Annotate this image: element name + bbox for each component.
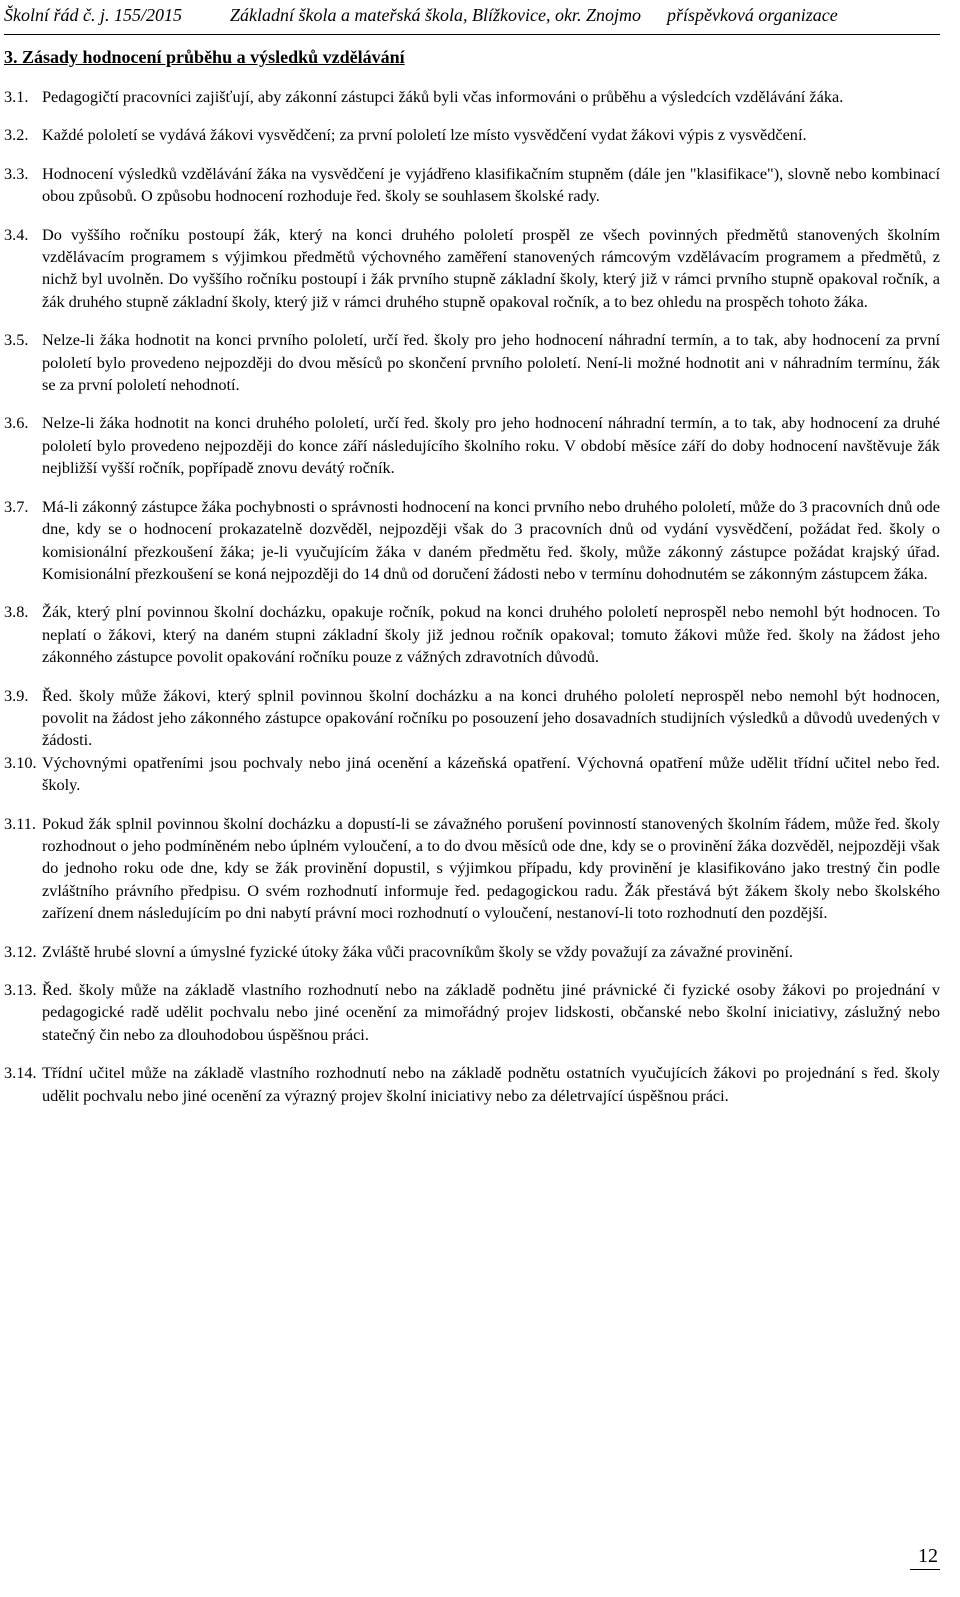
footer-divider bbox=[910, 1569, 940, 1570]
paragraph-3-4 bbox=[4, 224, 940, 314]
paragraph-number: 3.12. bbox=[4, 941, 37, 961]
paragraph-text: Každé pololetí se vydává žákovi vysvědčení; za první pololetí lze místo vysvědčení vydat žákovi výpis z vysvědčení. bbox=[42, 125, 807, 145]
paragraph-number: 3.6. bbox=[4, 413, 29, 433]
paragraph-number: 3.2. bbox=[4, 125, 29, 145]
paragraph-3-9 bbox=[4, 685, 940, 752]
paragraph-3-13 bbox=[4, 979, 940, 1046]
paragraph-3-14 bbox=[4, 1062, 940, 1107]
section-body bbox=[4, 86, 940, 1123]
paragraph-text: Výchovnými opatřeními jsou pochvaly nebo jiná ocenění a kázeňská opatření. Výchovná opatření může udělit třídní učitel nebo řed. školy. bbox=[42, 752, 940, 795]
paragraph-text: Pedagogičtí pracovníci zajišťují, aby zákonní zástupci žáků byli včas informováni o průběhu a výsledcích vzdělávání žáka. bbox=[42, 87, 844, 106]
paragraph-number: 3.11. bbox=[4, 813, 36, 833]
paragraph-text: Pokud žák splnil povinnou školní docházku a dopustí-li se závažného porušení povinností stanovených školním řádem, může řed. školy rozhodnout o jeho podmíněném nebo úplném vyloučení, a to do dvou měsíců ode dne, kdy se o provinění žáka dozvěděl, nejpozději však do jednoho roku ode dne, kdy se žák provinění dopustil, s výjimkou případu, kdy provinění je klasifikováno jako trestný čin podle zvláštního právního předpisu. O svém rozhodnutí informuje řed. pedagogickou radu. Žák přestává být žákem školy nebo školského zařízení dnem následujícím po dni nabytí právní moci rozhodnutí o vyloučení, nestanoví-li toto rozhodnutí den pozdější. bbox=[42, 813, 940, 923]
paragraph-number: 3.3. bbox=[4, 163, 29, 183]
paragraph-number: 3.9. bbox=[4, 685, 29, 705]
paragraph-3-7 bbox=[4, 496, 940, 586]
paragraph-text: Zvláště hrubé slovní a úmyslné fyzické útoky žáka vůči pracovníkům školy se vždy považují za závažné provinění. bbox=[42, 941, 793, 961]
paragraph-3-8 bbox=[4, 601, 940, 668]
paragraph-text: Nelze-li žáka hodnotit na konci druhého pololetí, určí řed. školy pro jeho hodnocení náhradní termín, a to tak, aby hodnocení za druhé pololetí bylo provedeno nejpozději do konce září následujícího školního roku. V období měsíce září do doby hodnocení navštěvuje žák nejbližší vyšší ročník, popřípadě znovu devátý ročník. bbox=[42, 413, 940, 478]
paragraph-text: Nelze-li žáka hodnotit na konci prvního pololetí, určí řed. školy pro jeho hodnocení náhradní termín, a to tak, aby hodnocení za první pololetí bylo provedeno nejpozději do dvou měsíců po skončení prvního pololetí. Není-li možné hodnotit ani v náhradním termínu, žák se za první pololetí nehodnotí. bbox=[42, 330, 940, 395]
paragraph-text: Řed. školy může žákovi, který splnil povinnou školní docházku a na konci druhého pololetí neprospěl nebo nemohl být hodnocen, povolit na žádost jeho zákonného zástupce opakování ročníku po posouzení jeho dosavadních studijních výsledků a důvodů uvedených v žádosti. bbox=[42, 685, 940, 750]
paragraph-3-1 bbox=[4, 86, 940, 108]
paragraph-number: 3.14. bbox=[4, 1063, 37, 1083]
paragraph-number: 3.1. bbox=[4, 87, 29, 106]
paragraph-3-2 bbox=[4, 124, 940, 146]
paragraph-number: 3.7. bbox=[4, 496, 29, 516]
header-document-id: Školní řád č. j. 155/2015 bbox=[4, 5, 182, 25]
paragraph-text: Do vyššího ročníku postoupí žák, který na konci druhého pololetí prospěl ze všech povinných předmětů stanovených školním vzdělávacím programem s výjimkou předmětů výchovného zaměření stanovených rámcovým vzdělávacím programem a předmětů, z nichž byl uvolněn. Do vyššího ročníku postoupí i žák prvního stupně základní školy, který již v rámci prvního stupně opakoval ročník, a žák druhého stupně základní školy, který již v rámci druhého stupně opakoval ročník, a to bez ohledu na prospěch tohoto žáka. bbox=[42, 224, 940, 311]
page-number: 12 bbox=[918, 1545, 938, 1567]
paragraph-number: 3.4. bbox=[4, 224, 29, 244]
paragraph-number: 3.13. bbox=[4, 980, 37, 999]
paragraph-number: 3.5. bbox=[4, 330, 29, 350]
section-title: 3. Zásady hodnocení průběhu a výsledků vzdělávání bbox=[4, 47, 405, 67]
paragraph-3-12 bbox=[4, 941, 940, 963]
paragraph-text: Žák, který plní povinnou školní docházku, opakuje ročník, pokud na konci druhého pololetí neprospěl nebo nemohl být hodnocen. To neplatí o žákovi, který na daném stupni základní školy již jednou ročník opakoval; tomuto žákovi může řed. školy na žádost jeho zákonného zástupce povolit opakování ročníku pouze z vážných zdravotních důvodů. bbox=[42, 602, 940, 667]
paragraph-text: Hodnocení výsledků vzdělávání žáka na vysvědčení je vyjádřeno klasifikačním stupněm (dále jen "klasifikace"), slovně nebo kombinací obou způsobů. O způsobu hodnocení rozhoduje řed. školy se souhlasem školské rady. bbox=[42, 163, 940, 206]
paragraph-3-11 bbox=[4, 813, 940, 925]
running-header bbox=[4, 0, 940, 35]
paragraph-3-10 bbox=[4, 752, 940, 797]
paragraph-number: 3.8. bbox=[4, 602, 29, 622]
paragraph-text: Řed. školy může na základě vlastního rozhodnutí nebo na základě podnětu jiné právnické či fyzické osoby žákovi po projednání v pedagogické radě udělit pochvalu nebo jiné ocenění za mimořádný projev lidskosti, občanské nebo školní iniciativy, záslužný nebo statečný čin nebo za dlouhodobou úspěšnou práci. bbox=[42, 980, 940, 1044]
header-school-name: Základní škola a mateřská škola, Blížkovice, okr. Znojmo bbox=[230, 5, 641, 25]
paragraph-3-5 bbox=[4, 329, 940, 396]
paragraph-3-3 bbox=[4, 163, 940, 208]
header-organization-type: příspěvková organizace bbox=[666, 5, 838, 25]
paragraph-number: 3.10. bbox=[4, 752, 37, 772]
paragraph-3-6 bbox=[4, 412, 940, 479]
paragraph-text: Třídní učitel může na základě vlastního rozhodnutí nebo na základě podnětu ostatních vyučujících žákovi po projednání s řed. školy udělit pochvalu nebo jiné ocenění za výrazný projev školní iniciativy nebo za déletrvající úspěšnou práci. bbox=[42, 1063, 940, 1105]
paragraph-text: Má-li zákonný zástupce žáka pochybnosti o správnosti hodnocení na konci prvního nebo druhého pololetí, může do 3 pracovních dnů ode dne, kdy se o hodnocení prokazatelně dozvěděl, nejpozději však do 3 pracovních dnů od vydání vysvědčení, požádat řed. školy o komisionální přezkoušení žáka; je-li vyučujícím žáka v daném předmětu řed. školy, může zákonný zástupce požádat krajský úřad. Komisionální přezkoušení se koná nejpozději do 14 dnů od doručení žádosti nebo v termínu dohodnutém se zákonným zástupcem žáka. bbox=[42, 496, 940, 583]
